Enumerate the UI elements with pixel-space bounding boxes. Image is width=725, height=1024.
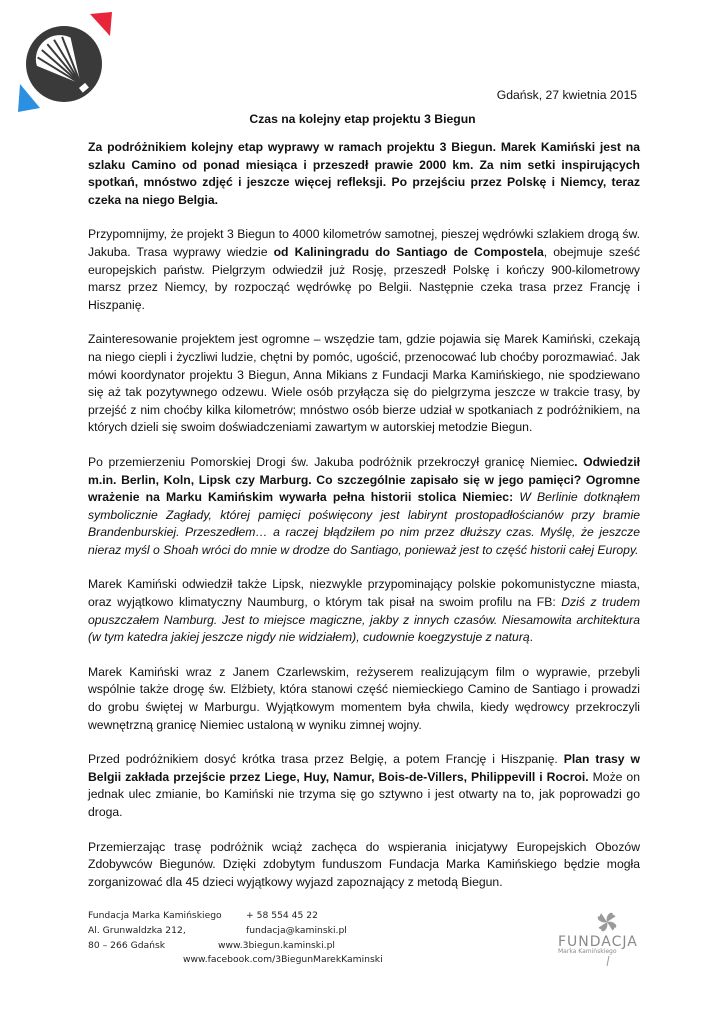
bold-route: od Kaliningradu do Santiago de Compostela [273,244,544,259]
text-run: Po przemierzeniu Pomorskiej Drogi św. Jakuba podróżnik przekroczył granicę Niemiec [88,454,575,469]
paragraph-elizabeth-way: Marek Kamiński wraz z Janem Czarlewskim, reżyserem realizującym film o wyprawie, przebyli wspólnie także drogę św. Elżbiety, która stanowi część niemieckiego Camino de Santiago i prowadzi do grobu świętej w Marburgu. Wyjątkowym momentem była chwila, kiedy wędrowcy przekroczyli wewnętrzną granicę Niemiec ustaloną w wyniku zimnej wojny. [88,664,640,732]
bold-highlight: . Odwiedził m.in. Berlin, Koln, Lipsk czy Marburg. Co szczególnie zapisało się w jego pamięci? Ogromne wrażenie na Marku Kamińskim wywarła pełna historii stolica Niemiec: [88,454,640,505]
lead-paragraph: Za podróżnikiem kolejny etap wyprawy w ramach projektu 3 Biegun. Marek Kamiński jest na szlaku Camino od ponad miesiąca i przeszedł prawie 2000 km. Za nim setki inspirujących spotkań, mnóstwo zdjęć i jeszcze więcej refleksji. Po przejściu przez Polskę i Niemcy, teraz czeka na niego Belgia. [88,140,640,207]
footer-phone: + 58 554 45 22 [246,910,318,921]
paragraph-interest: Zainteresowanie projektem jest ogromne – wszędzie tam, gdzie pojawia się Marek Kamiński, czekają na niego ciepli i życzliwi ludzie, chętni by pomóc, ugościć, przenocować lub choćby porozmawiać. Jak mówi koordynator projektu 3 Biegun, Anna Mikians z Fundacji Marka Kamińskiego, nie spodziewano się aż tak pozytywnego odzewu. Wiele osób przyłącza się do pielgrzyma jeszcze w trakcie trasy, by przejść z nim choćby kilka kilometrów; mnóstwo osób bierze udział w spotkaniach z podróżnikiem, na których dzieli się swoim doświadczeniami zawartym w autorskiej metodzie Biegun. [88,332,640,435]
footer-facebook[interactable]: www.facebook.com/3BiegunMarekKaminski [183,954,383,966]
text-run: . [529,630,534,645]
footer-org: Fundacja Marka Kamińskiego [88,910,222,921]
footer-logo-subtext: Marka Kamińskiego [558,948,617,955]
text-run: Może on jednak ulec zmianie, bo Kamiński nie trzyma się go sztywno i jest otwarty na to, jak poprowadzi go droga. [88,769,640,819]
quote-berlin: W Berlinie dotknąłem symbolicznie Zagłady, której pamięci poświęcony jest labirynt prostopadłościanów przy bramie Brandenburskiej. Przeszedłem… a raczej błądziłem po nim przez dłuższy czas. Myślę, że jeszcze nieraz myśl o Shoah wróci do mnie w drodze do Santiago, ponieważ jest to część historii całej Europy. [88,490,640,557]
footer-email[interactable]: fundacja@kaminski.pl [246,924,347,936]
paragraph-germany [88,454,640,560]
footer-website[interactable]: www.3biegun.kaminski.pl [218,939,335,951]
text-run: Marek Kamiński odwiedził także Lipsk, niezwykle przypominający polskie pokomunistyczne miasta, oraz wyjątkowo klimatyczny Naumburg, o którym tak pisał na swoim profilu na FB: [88,577,640,610]
paragraph-leipzig [88,576,640,646]
text-run: , obejmuje sześć europejskich państw. Pielgrzym odwiedził już Rosję, przeszedł Polskę i kończy 900-kilometrowy marsz przez Niemcy, by rozpocząć wędrówkę po Belgii. Następnie czeka trasa przez Francję i Hiszpanię. [88,244,640,312]
text-run: Przed podróżnikiem dosyć krótka trasa przez Belgię, a potem Francję i Hiszpanię. [88,752,564,767]
document-title: Czas na kolejny etap projektu 3 Biegun [249,112,476,126]
document-date: Gdańsk, 27 kwietnia 2015 [496,88,637,102]
footer-contact [88,909,408,968]
text-run: Przypomnijmy, że projekt 3 Biegun to 4000 kilometrów samotnej, pieszej wędrówki szlakiem drogą św. Jakuba. Trasa wyprawy wiedzie [88,227,640,259]
paragraph-route [88,226,640,314]
footer-street: Al. Grunwaldzka 212, [88,924,186,936]
paragraph-fundraising: Przemierzając trasę podróżnik wciąż zachęca do wspierania inicjatywy Europejskich Obozów Zdobywców Biegunów. Dzięki zdobytym funduszom Fundacja Marka Kamińskiego będzie mogła zorganizować dla 45 dzieci wyjątkowy wyjazd zapoznający z metodą Biegun. [88,839,640,889]
scallop-shell-icon [18,12,114,112]
paragraph-belgium [88,751,640,821]
footer-logo [558,934,638,955]
article-body [88,139,640,908]
quote-naumburg: Dziś z trudem opuszczałem Namburg. Jest to miejsce magiczne, jakby z innych czasów. Niesamowita architektura (w tym katedra jakiej jeszcze nigdy nie widziałem), cudownie koegzystuje z naturą [88,595,640,645]
footer-logo-text: FUNDACJA [558,934,638,950]
footer-city: 80 – 266 Gdańsk [88,939,166,951]
bold-belgium-plan: Plan trasy w Belgii zakłada przejście przez Liege, Huy, Namur, Bois-de-Villers, Philippevill i Rocroi. [88,752,640,784]
